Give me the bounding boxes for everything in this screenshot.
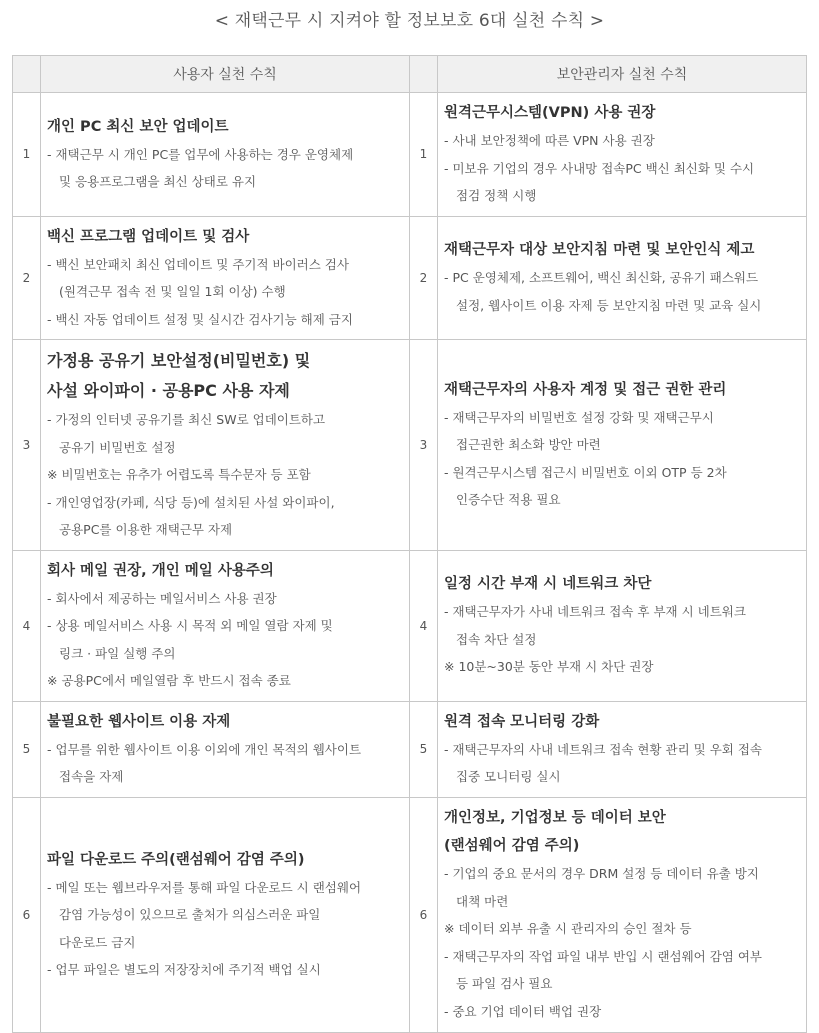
rule-line: 공유기 비밀번호 설정: [59, 439, 176, 455]
row-number: 1: [410, 93, 438, 217]
rule-line: 다운로드 금지: [59, 934, 136, 950]
rule-line: - 재택근무자의 비밀번호 설정 강화 및 재택근무시: [444, 409, 714, 425]
rule-line: 감염 가능성이 있으므로 출처가 의심스러운 파일: [59, 907, 321, 922]
rule-line: - 회사에서 제공하는 메일서비스 사용 권장: [47, 590, 277, 606]
admin-rule-cell: [438, 701, 807, 797]
admin-rule-cell: [438, 216, 807, 340]
rule-line: ※ 공용PC에서 메일열람 후 반드시 접속 종료: [47, 673, 291, 688]
rule-heading: 불필요한 웹사이트 이용 자제: [47, 713, 231, 730]
row-number: 5: [13, 701, 41, 797]
table-row: [13, 216, 807, 340]
rule-heading: 개인정보, 기업정보 등 데이터 보안: [444, 810, 666, 826]
header-num-admin: [410, 56, 438, 93]
rule-line: (원격근무 접속 전 및 일일 1회 이상) 수행: [59, 284, 286, 299]
rule-line: 집중 모니터링 실시: [456, 769, 561, 784]
rule-line: 링크 · 파일 실행 주의: [59, 645, 176, 661]
rule-heading: 원격 접속 모니터링 강화: [444, 713, 600, 730]
rule-line: - 기업의 중요 문서의 경우 DRM 설정 등 데이터 유출 방지: [444, 866, 759, 881]
header-admin-rules: 보안관리자 실천 수칙: [438, 56, 807, 93]
rule-heading: 재택근무자의 사용자 계정 및 접근 권한 관리: [444, 381, 727, 398]
rule-heading: 사설 와이파이 · 공용PC 사용 자제: [47, 381, 290, 400]
rule-line: - 재택근무자의 사내 네트워크 접속 현황 관리 및 우회 접속: [444, 741, 762, 757]
row-number: 2: [410, 216, 438, 340]
header-user-rules: 사용자 실천 수칙: [41, 56, 410, 93]
user-rule-cell: [41, 797, 410, 1032]
row-number: 5: [410, 701, 438, 797]
row-number: 4: [13, 550, 41, 701]
rule-line: - PC 운영체제, 소프트웨어, 백신 최신화, 공유기 패스워드: [444, 270, 759, 286]
rule-line: - 가정의 인터넷 공유기를 최신 SW로 업데이트하고: [47, 412, 326, 427]
user-rule-cell: [41, 701, 410, 797]
rule-line: - 재택근무자의 작업 파일 내부 반입 시 랜섬웨어 감염 여부: [444, 948, 762, 964]
rule-line: - 상용 메일서비스 사용 시 목적 외 메일 열람 자제 및: [47, 618, 333, 633]
rule-heading: 원격근무시스템(VPN) 사용 권장: [444, 105, 656, 121]
row-number: 6: [13, 797, 41, 1032]
row-number: 3: [410, 340, 438, 551]
rule-line: - 재택근무자가 사내 네트워크 접속 후 부재 시 네트워크: [444, 604, 746, 620]
rule-heading: 회사 메일 권장, 개인 메일 사용주의: [47, 562, 274, 579]
rule-line: - 원격근무시스템 접근시 비밀번호 이외 OTP 등 2차: [444, 464, 727, 480]
rule-heading: 개인 PC 최신 보안 업데이트: [47, 118, 229, 135]
row-number: 3: [13, 340, 41, 551]
user-rule-cell: [41, 93, 410, 217]
header-num-user: [13, 56, 41, 93]
rule-line: 접속 차단 설정: [456, 631, 537, 647]
rule-line: - 재택근무 시 개인 PC를 업무에 사용하는 경우 운영체제: [47, 146, 354, 162]
rule-line: - 업무 파일은 별도의 저장장치에 주기적 백업 실시: [47, 962, 321, 977]
rule-line: 접근권한 최소화 방안 마련: [456, 437, 601, 453]
rule-heading: (랜섬웨어 감염 주의): [444, 838, 580, 854]
rule-line: 접속을 자제: [59, 769, 124, 784]
rule-line: - 중요 기업 데이터 백업 권장: [444, 1003, 602, 1019]
admin-rule-cell: [438, 340, 807, 551]
rule-line: - 업무를 위한 웹사이트 이용 이외에 개인 목적의 웹사이트: [47, 741, 362, 757]
rule-heading: 재택근무자 대상 보안지침 마련 및 보안인식 제고: [444, 242, 755, 259]
page-title: < 재택근무 시 지켜야 할 정보보호 6대 실천 수칙 >: [214, 11, 605, 31]
user-rule-cell: [41, 216, 410, 340]
row-number: 6: [410, 797, 438, 1032]
rule-line: ※ 데이터 외부 유출 시 관리자의 승인 절차 등: [444, 921, 692, 936]
rule-line: 점검 정책 시행: [456, 188, 537, 203]
rule-line: - 미보유 기업의 경우 사내망 접속PC 백신 최신화 및 수시: [444, 160, 755, 176]
rule-line: 등 파일 검사 필요: [456, 976, 553, 991]
admin-rule-cell: [438, 550, 807, 701]
practice-rules-table: [12, 55, 807, 1033]
row-number: 1: [13, 93, 41, 217]
rule-heading: 백신 프로그램 업데이트 및 검사: [47, 228, 250, 245]
admin-rule-cell: [438, 93, 807, 217]
rule-heading: 가정용 공유기 보안설정(비밀번호) 및: [47, 351, 311, 370]
table-row: [13, 93, 807, 217]
rule-line: - 메일 또는 웹브라우저를 통해 파일 다운로드 시 랜섬웨어: [47, 879, 362, 895]
rule-line: 공용PC를 이용한 재택근무 자제: [59, 522, 233, 537]
admin-rule-cell: [438, 797, 807, 1032]
row-number: 4: [410, 550, 438, 701]
table-row: [13, 550, 807, 701]
table-header-row: [13, 56, 807, 93]
rule-line: - 개인영업장(카페, 식당 등)에 설치된 사설 와이파이,: [47, 494, 335, 510]
rule-line: 인증수단 적용 필요: [456, 492, 561, 508]
row-number: 2: [13, 216, 41, 340]
rule-line: 대책 마련: [456, 893, 509, 909]
table-row: [13, 701, 807, 797]
rule-line: 설정, 웹사이트 이용 자제 등 보안지침 마련 및 교육 실시: [456, 297, 762, 313]
rule-line: - 백신 자동 업데이트 설정 및 실시간 검사기능 해제 금지: [47, 311, 353, 327]
rule-line: ※ 비밀번호는 유추가 어렵도록 특수문자 등 포함: [47, 467, 311, 482]
rule-line: - 사내 보안정책에 따른 VPN 사용 권장: [444, 133, 655, 148]
rule-line: ※ 10분~30분 동안 부재 시 차단 권장: [444, 659, 654, 675]
table-row: [13, 797, 807, 1032]
table-row: [13, 340, 807, 551]
user-rule-cell: [41, 340, 410, 551]
rule-heading: 일정 시간 부재 시 네트워크 차단: [444, 576, 652, 593]
rule-line: - 백신 보안패치 최신 업데이트 및 주기적 바이러스 검사: [47, 256, 349, 272]
rule-line: 및 응용프로그램을 최신 상태로 유지: [59, 174, 257, 190]
rule-heading: 파일 다운로드 주의(랜섬웨어 감염 주의): [47, 851, 305, 868]
user-rule-cell: [41, 550, 410, 701]
